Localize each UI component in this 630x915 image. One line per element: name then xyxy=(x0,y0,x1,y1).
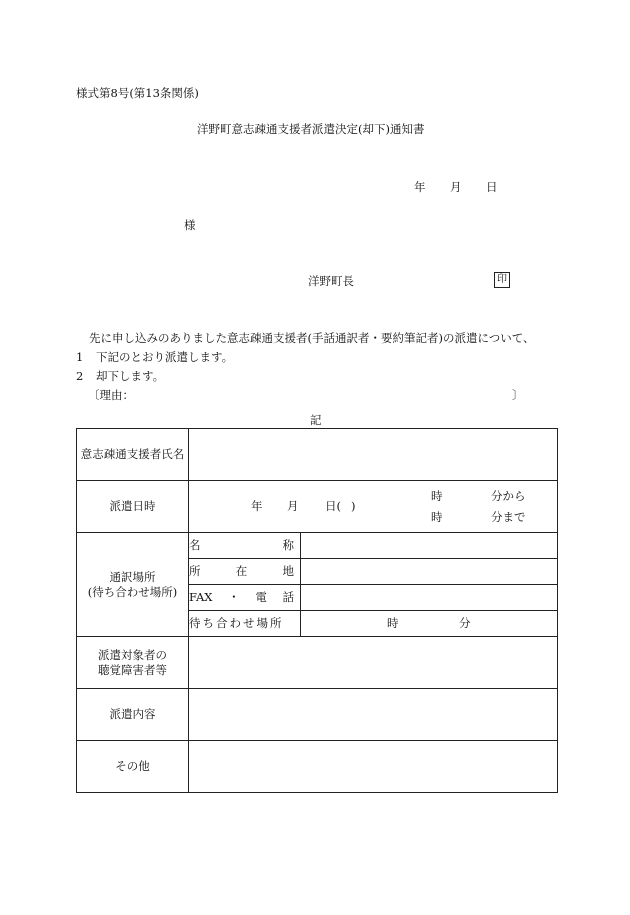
issuer-name: 洋野町長 xyxy=(308,274,354,288)
dispatch-datetime-value[interactable] xyxy=(189,481,558,533)
location-fax-label xyxy=(189,585,301,611)
meeting-minute: 分 xyxy=(459,615,471,630)
name-char-1: 名 xyxy=(189,538,201,552)
location-name-label xyxy=(189,533,301,559)
address-char-1: 所 xyxy=(189,564,201,578)
content-label: 派遣内容 xyxy=(77,689,189,741)
row-other xyxy=(77,741,558,793)
fax-char-3: 電 xyxy=(255,590,267,604)
fax-char-2: ・ xyxy=(228,590,240,604)
row-location-name xyxy=(77,533,558,559)
time-to-minute: 分まで xyxy=(491,510,526,524)
name-char-2: 称 xyxy=(282,538,294,552)
time-from-minute: 分から xyxy=(491,489,526,503)
location-label xyxy=(77,533,189,637)
row-content xyxy=(77,689,558,741)
reason-close: 〕 xyxy=(512,388,524,402)
note-heading: 記 xyxy=(310,413,322,427)
option-1-text: 下記のとおり派遣します。 xyxy=(96,350,234,364)
location-label-line2: (待ち合わせ場所) xyxy=(87,584,178,599)
row-supporter-name xyxy=(77,429,558,481)
option-1-number: 1 xyxy=(76,350,84,364)
time-to-hour: 時 xyxy=(431,510,443,524)
dispatch-date-year: 年 xyxy=(251,499,263,513)
option-2-number: 2 xyxy=(76,369,84,383)
row-target xyxy=(77,637,558,689)
reason-open: 〔理由： xyxy=(88,388,134,402)
dispatch-table xyxy=(76,428,558,793)
other-label: その他 xyxy=(77,741,189,793)
seal-mark: 印 xyxy=(494,272,510,288)
meeting-place-label: 待ち合わせ場所 xyxy=(189,611,301,637)
row-dispatch-datetime xyxy=(77,481,558,533)
target-value[interactable] xyxy=(189,637,558,689)
dispatch-date-day: 日( xyxy=(325,499,341,513)
addressee-suffix: 様 xyxy=(184,218,196,232)
target-label-line2: 聴覚障害者等 xyxy=(98,662,167,677)
fax-char-1: FAX xyxy=(189,590,213,604)
time-from-hour: 時 xyxy=(431,489,443,503)
location-fax-value[interactable] xyxy=(301,585,558,611)
dispatch-datetime-label: 派遣日時 xyxy=(77,481,189,533)
option-2-text: 却下します。 xyxy=(96,369,165,383)
dispatch-date-month: 月 xyxy=(287,499,299,513)
address-char-2: 在 xyxy=(235,564,248,578)
date-year: 年 xyxy=(414,180,426,194)
intro-text: 先に申し込みのありました意志疎通支援者(手話通訳者・要約筆記者)の派遣について、 xyxy=(89,331,535,345)
date-day: 日 xyxy=(486,180,498,194)
document-title: 洋野町意志疎通支援者派遣決定(却下)通知書 xyxy=(197,122,425,136)
location-name-value[interactable] xyxy=(301,533,558,559)
location-address-value[interactable] xyxy=(301,559,558,585)
address-char-3: 地 xyxy=(282,564,294,578)
date-month: 月 xyxy=(450,180,462,194)
target-label-line1: 派遣対象者の xyxy=(98,647,167,662)
location-address-label xyxy=(189,559,301,585)
location-label-line1: 通訳場所 xyxy=(109,569,156,584)
target-label xyxy=(77,637,189,689)
meeting-place-value[interactable] xyxy=(301,611,558,637)
fax-char-4: 話 xyxy=(282,590,294,604)
other-value[interactable] xyxy=(189,741,558,793)
dispatch-date-paren: ) xyxy=(351,499,356,513)
supporter-name-label: 意志疎通支援者氏名 xyxy=(77,429,189,481)
meeting-hour: 時 xyxy=(387,615,399,630)
supporter-name-value[interactable] xyxy=(189,429,558,481)
content-value[interactable] xyxy=(189,689,558,741)
form-number: 様式第8号(第13条関係) xyxy=(76,86,199,100)
